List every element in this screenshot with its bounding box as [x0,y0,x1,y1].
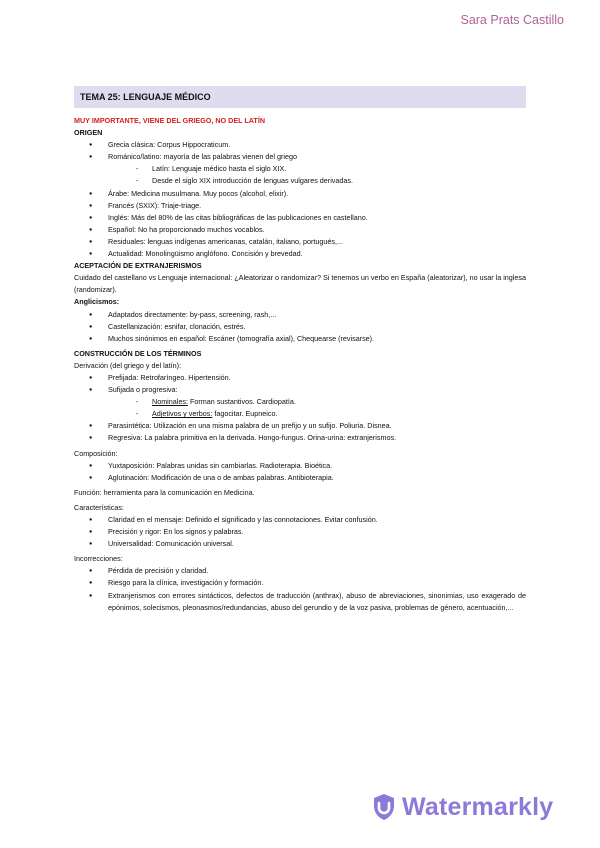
funcion-line: Función: herramienta para la comunicación en Medicina. [74,487,255,497]
list-item: ● Prefijada: Retrofaríngeo. Hipertensión. [74,372,526,384]
list-item: ● Inglés: Más del 80% de las citas bibliográficas de las publicaciones en castellano. [74,212,526,224]
list-item: ● Claridad en el mensaje: Definido el significado y las connotaciones. Evitar confusión. [74,514,526,526]
derivacion-list [74,372,526,445]
aceptacion-paragraph: Cuidado del castellano vs Lenguaje internacional: ¿Aleatorizar o randomizar? Si tenemos un verbo en España (aleatorizar), no usar la inglesa (randomizar). [74,273,526,295]
caracteristicas-list [74,514,526,550]
list-item: ● Yuxtaposición: Palabras unidas sin cambiarlas. Radioterapia. Bioética. [74,460,526,472]
list-item: ● Precisión y rigor: En los signos y palabras. [74,526,526,538]
list-item: ● Sufijada o progresiva: [74,384,526,396]
watermark [372,791,553,823]
incorrecciones-heading: Incorrecciones: [74,554,123,564]
list-item: ● Residuales: lenguas indígenas americanas, catalán, italiano, portugués,... [74,236,526,248]
adjetivos-label: Adjetivos y verbos: [152,409,213,419]
list-item: ● Extranjerismos con errores sintácticos, defectos de traducción (anthrax), abuso de abreviaciones, sinonimias, uso exagerado de epónimos, solecismos, pleonasmos/redundancias, abuso del gerundio y de la voz pasiva, problemas de género, acentuación,... [74,590,526,614]
list-item: ● Pérdida de precisión y claridad. [74,565,526,577]
list-item [74,396,526,408]
composicion-list [74,460,526,484]
highlight-note: MUY IMPORTANTE, VIENE DEL GRIEGO, NO DEL LATÍN [74,116,266,125]
list-item: ● Universalidad: Comunicación universal. [74,538,526,550]
origen-heading: ORIGEN [74,128,103,138]
list-item: ● Parasintética: Utilización en una misma palabra de un prefijo y un sufijo. Poliuria. Disnea. [74,420,526,432]
author-name: Sara Prats Castillo [460,13,564,27]
list-item: ● Muchos sinónimos en español: Escáner (tomografía axial), Chequearse (revisarse). [74,333,526,345]
anglicismos-list [74,309,526,345]
anglicismos-heading: Anglicismos: [74,297,120,307]
adjetivos-text: fagocitar. Eupneico. [212,409,278,419]
list-item: ● Grecia clásica: Corpus Hippocraticum. [74,139,526,151]
watermark-text: Watermarkly [402,792,554,821]
list-item: ● Francés (SXIX): Triaje-triage. [74,200,526,212]
construccion-heading: CONSTRUCCIÓN DE LOS TÉRMINOS [74,348,202,358]
nominales-text: Forman sustantivos. Cardiopatía. [187,397,296,407]
caracteristicas-heading: Características: [74,502,124,512]
list-item: ● Actualidad: Monolingüismo anglófono. Concisión y brevedad. [74,248,526,260]
derivacion-heading: Derivación (del griego y del latín): [74,360,182,370]
list-item: ● Castellanización: esnifar, clonación, estrés. [74,321,526,333]
list-item: ● Regresiva: La palabra primitiva en la derivada. Hongo-fungus. Orina-urina: extranjerismos. [74,432,526,444]
list-item [74,408,526,420]
list-item: ● Árabe: Medicina musulmana. Muy pocos (alcohol, elixir). [74,188,526,200]
origen-list [74,139,526,260]
list-item: ● Riesgo para la clínica, investigación y formación. [74,577,526,589]
list-item: ● Románico/latino: mayoría de las palabras vienen del griego [74,151,526,163]
document-body [74,115,526,614]
nominales-label: Nominales: [152,397,188,407]
list-item: ● Adaptados directamente: by-pass, screening, rash,... [74,309,526,321]
composicion-heading: Composición: [74,448,118,458]
topic-title: TEMA 25: LENGUAJE MÉDICO [74,86,526,108]
list-item: ● Español: No ha proporcionado muchos vocablos. [74,224,526,236]
incorrecciones-list [74,565,526,613]
list-item: - Latín: Lenguaje médico hasta el siglo XIX. [74,163,526,175]
list-item: - Desde el siglo XIX introducción de lenguas vulgares derivadas. [74,175,526,187]
aceptacion-heading: ACEPTACIÓN DE EXTRANJERISMOS [74,261,202,271]
list-item: ● Aglutinación: Modificación de una o de ambas palabras. Antibioterapia. [74,472,526,484]
shield-icon [372,793,396,821]
